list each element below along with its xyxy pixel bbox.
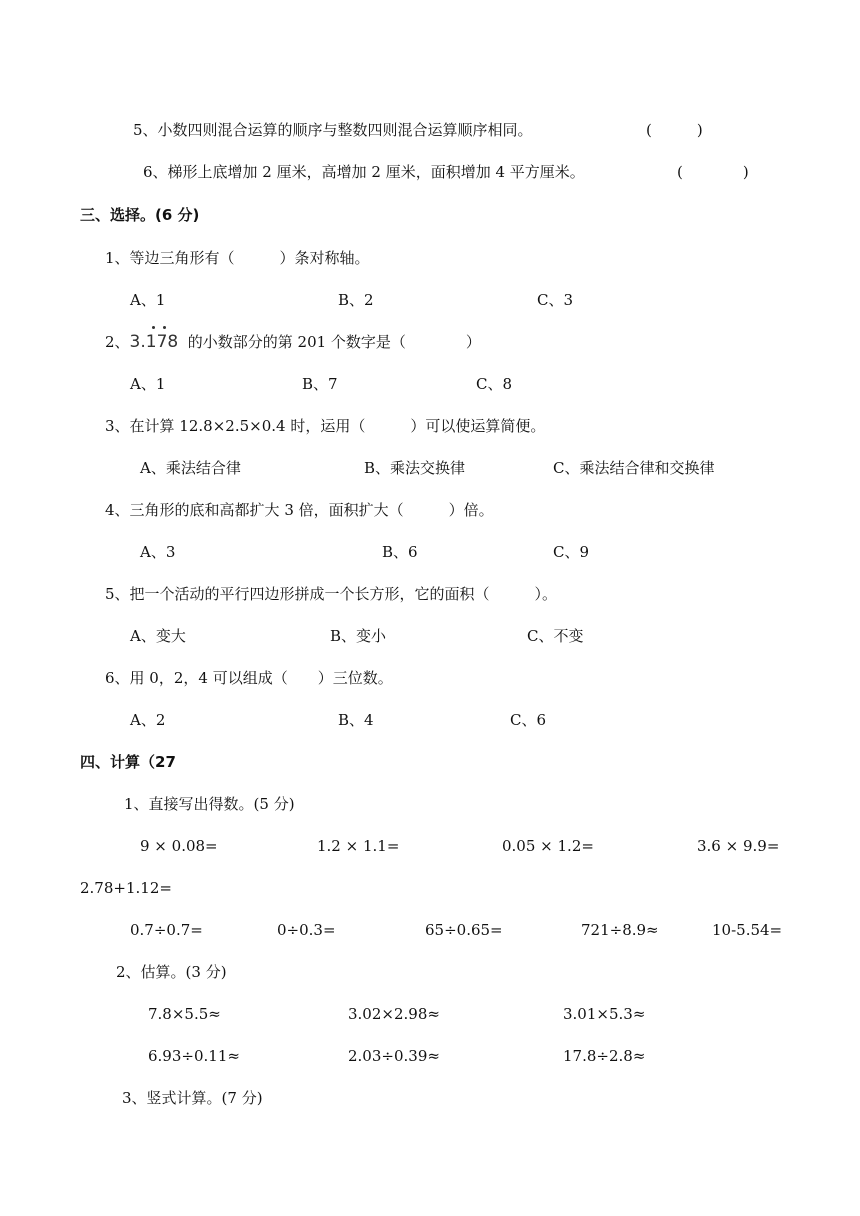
choice-option[interactable]: B、变小: [330, 627, 387, 645]
choice-option[interactable]: A、1: [130, 375, 166, 393]
choice-option[interactable]: A、3: [140, 543, 176, 561]
calc-item: 0.05 × 1.2=: [502, 837, 594, 855]
calc-item: 10-5.54=: [712, 921, 783, 939]
calc-item: 9 × 0.08=: [140, 837, 218, 855]
choice-question-3: 3、在计算 12.8×2.5×0.4 时，运用（ ）可以使运算简便。: [105, 417, 546, 435]
calc-item: 2.03÷0.39≈: [348, 1047, 440, 1065]
choice-option[interactable]: C、6: [510, 711, 547, 729]
choice-question-1: 1、等边三角形有（ ）条对称轴。: [105, 249, 370, 267]
calc-item: 1.2 × 1.1=: [317, 837, 400, 855]
calc-item: 7.8×5.5≈: [148, 1005, 221, 1023]
choice-option[interactable]: A、1: [130, 291, 166, 309]
calc-item: 0.7÷0.7=: [130, 921, 203, 939]
choice-option[interactable]: B、4: [338, 711, 374, 729]
calc-item: 2.78+1.12=: [80, 879, 172, 897]
calc-sub-title-1: 1、直接写出得数。(5 分): [124, 795, 295, 813]
choice-question-6: 6、用 0，2，4 可以组成（ ）三位数。: [105, 669, 393, 687]
choice-question-2: [105, 332, 481, 352]
repeat-dot: [152, 326, 155, 329]
choice-option[interactable]: C、8: [476, 375, 513, 393]
section-heading-calc: 四、计算（27: [80, 753, 176, 771]
calc-item: 65÷0.65=: [425, 921, 503, 939]
choice-option[interactable]: C、乘法结合律和交换律: [553, 459, 715, 477]
tf-question-5: 5、小数四则混合运算的顺序与整数四则混合运算顺序相同。: [133, 121, 533, 139]
choice-option[interactable]: A、乘法结合律: [140, 459, 241, 477]
choice-option[interactable]: B、乘法交换律: [364, 459, 466, 477]
calc-item: 3.02×2.98≈: [348, 1005, 440, 1023]
calc-sub-title-3: 3、竖式计算。(7 分): [122, 1089, 263, 1107]
choice-option[interactable]: C、9: [553, 543, 590, 561]
choice-question-4: 4、三角形的底和高都扩大 3 倍，面积扩大（ ）倍。: [105, 501, 494, 519]
choice-option[interactable]: A、2: [130, 711, 166, 729]
tf-answer-paren-5[interactable]: ( ): [646, 121, 703, 139]
choice-question-2-suffix: 的小数部分的第 201 个数字是（ ）: [187, 333, 481, 351]
choice-option[interactable]: B、6: [382, 543, 418, 561]
calc-item: 0÷0.3=: [277, 921, 336, 939]
calc-item: 3.01×5.3≈: [563, 1005, 646, 1023]
choice-option[interactable]: A、变大: [130, 627, 186, 645]
calc-item: 17.8÷2.8≈: [563, 1047, 646, 1065]
choice-option[interactable]: C、3: [537, 291, 574, 309]
choice-option[interactable]: B、2: [338, 291, 374, 309]
repeat-dot: [163, 326, 166, 329]
calc-sub-title-2: 2、估算。(3 分): [116, 963, 227, 981]
section-heading-choice: 三、选择。(6 分): [80, 206, 200, 224]
calc-item: 6.93÷0.11≈: [148, 1047, 240, 1065]
choice-option[interactable]: C、不变: [527, 627, 584, 645]
repeating-decimal: 3.178: [130, 332, 179, 352]
tf-question-6: 6、梯形上底增加 2 厘米，高增加 2 厘米，面积增加 4 平方厘米。: [143, 163, 585, 181]
calc-item: 721÷8.9≈: [581, 921, 659, 939]
choice-question-2-prefix: 2、: [105, 333, 130, 351]
choice-question-5: 5、把一个活动的平行四边形拼成一个长方形，它的面积（ ）。: [105, 585, 558, 603]
calc-item: 3.6 × 9.9=: [697, 837, 780, 855]
tf-answer-paren-6[interactable]: ( ): [677, 163, 749, 181]
choice-option[interactable]: B、7: [302, 375, 338, 393]
